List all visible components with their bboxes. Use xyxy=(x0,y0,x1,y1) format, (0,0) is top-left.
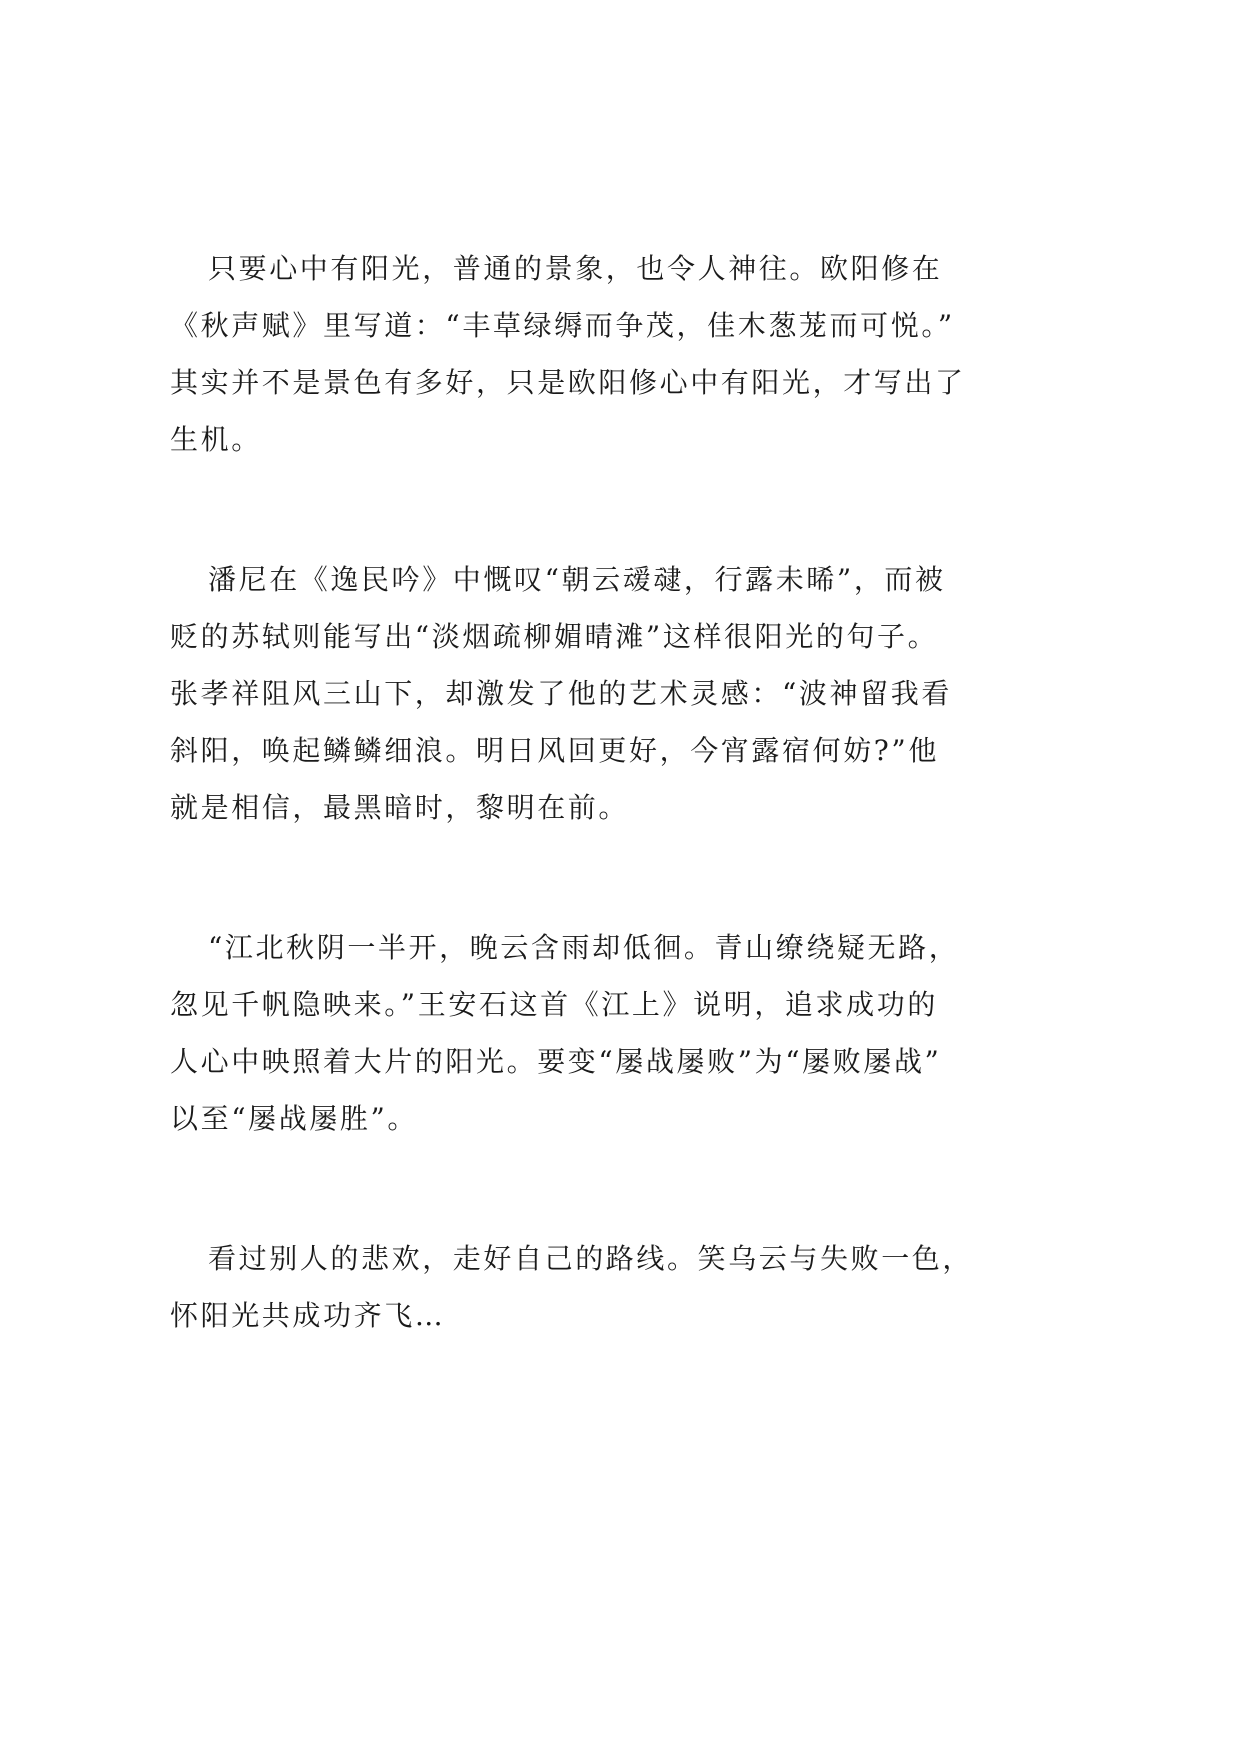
text-line: “江北秋阴一半开，晚云含雨却低徊。青山缭绕疑无路， xyxy=(208,931,960,964)
text-line: 只要心中有阳光，普通的景象，也令人神往。欧阳修在 xyxy=(208,252,943,285)
text-line: 忽见千帆隐映来。”王安石这首《江上》说明，追求成功的 xyxy=(170,988,938,1021)
text-line: 张孝祥阻风三山下，却激发了他的艺术灵感：“波神留我看 xyxy=(170,677,952,710)
text-line: 怀阳光共成功齐飞… xyxy=(170,1299,446,1332)
text-line: 人心中映照着大片的阳光。要变“屡战屡败”为“屡败屡战” xyxy=(170,1045,942,1078)
text-line: 潘尼在《逸民吟》中慨叹“朝云叆叇，行露未晞”，而被 xyxy=(208,563,946,596)
paragraph-4 xyxy=(170,1230,1070,1344)
text-line: 贬的苏轼则能写出“淡烟疏柳媚晴滩”这样很阳光的句子。 xyxy=(170,620,939,653)
paragraph-2 xyxy=(170,551,1070,836)
text-line: 就是相信，最黑暗时，黎明在前。 xyxy=(170,791,630,824)
text-line: 《秋声赋》里写道：“丰草绿缛而争茂，佳木葱茏而可悦。” xyxy=(170,309,955,342)
paragraph-3 xyxy=(170,919,1070,1147)
text-line: 以至“屡战屡胜”。 xyxy=(170,1102,419,1135)
text-line: 其实并不是景色有多好，只是欧阳修心中有阳光，才写出了 xyxy=(170,366,966,399)
text-line: 看过别人的悲欢，走好自己的路线。笑乌云与失败一色， xyxy=(208,1242,974,1275)
text-line: 斜阳，唤起鳞鳞细浪。明日风回更好，今宵露宿何妨?”他 xyxy=(170,734,939,767)
text-line: 生机。 xyxy=(170,423,262,456)
document-page xyxy=(170,240,1070,1427)
paragraph-1 xyxy=(170,240,1070,468)
